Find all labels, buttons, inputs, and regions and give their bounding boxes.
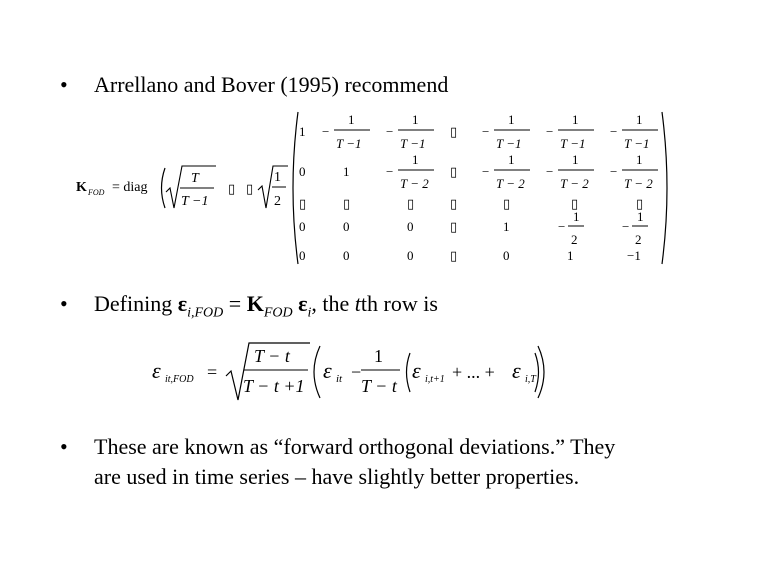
eq2-inner-paren-left xyxy=(407,353,411,392)
m-1-7-num: 1 xyxy=(636,112,643,127)
m-2-7-den: T − 2 xyxy=(624,176,653,191)
m-1-3-num: 1 xyxy=(412,112,419,127)
eq2-frac-num: 1 xyxy=(374,346,383,366)
sub-fod: FOD xyxy=(263,305,293,321)
sub-i: i xyxy=(307,305,312,321)
t-italic: t xyxy=(354,291,361,316)
m-1-2-minus: − xyxy=(322,124,330,139)
m-4-1: 0 xyxy=(299,219,306,234)
m-4-7-den: 2 xyxy=(635,232,642,247)
m-1-2-num: 1 xyxy=(348,112,355,127)
m-3-5: ▯ xyxy=(503,196,511,211)
m-1-1: 1 xyxy=(299,124,306,139)
eq2-sqrt-den: T − t +1 xyxy=(243,376,305,396)
m-3-3: ▯ xyxy=(407,196,415,211)
m-5-3: 0 xyxy=(407,248,414,263)
eq1-sqrt-den: T −1 xyxy=(181,194,209,209)
sub-ifod: i,FOD xyxy=(187,305,224,321)
m-1-7-minus: − xyxy=(610,124,618,139)
m-2-4-box: ▯ xyxy=(450,164,458,179)
eq2-eps-it-sub: it xyxy=(336,373,343,385)
m-1-6-den: T −1 xyxy=(560,136,586,151)
eq2-eps-t1: ε xyxy=(412,358,421,383)
m-1-3-den: T −1 xyxy=(400,136,426,151)
m-2-7-minus: − xyxy=(610,164,618,179)
m-3-7: ▯ xyxy=(636,196,644,211)
m-3-4: ▯ xyxy=(450,196,458,211)
m-5-7: −1 xyxy=(627,248,641,263)
m-2-3-minus: − xyxy=(386,164,394,179)
m-5-6: 1 xyxy=(567,248,574,263)
eq2-equals: = xyxy=(207,362,218,382)
mid-text: , the xyxy=(311,291,355,316)
eq2-eps-T: ε xyxy=(512,358,521,383)
k-bold: K xyxy=(246,291,264,316)
m-4-3: 0 xyxy=(407,219,414,234)
m-1-5-den: T −1 xyxy=(496,136,522,151)
bullet-dot: • xyxy=(60,434,68,459)
equals: = xyxy=(223,291,247,316)
m-2-6-num: 1 xyxy=(572,152,579,167)
m-3-2: ▯ xyxy=(343,196,351,211)
m-1-6-minus: − xyxy=(546,124,554,139)
m-1-2-den: T −1 xyxy=(336,136,362,151)
bullet-dot: • xyxy=(60,291,68,316)
m-3-1: ▯ xyxy=(299,196,307,211)
eq2-eps-T-sub: i,T xyxy=(525,374,536,385)
m-2-5-den: T − 2 xyxy=(496,176,525,191)
eq2-eps-it: ε xyxy=(323,358,332,383)
eq1-half-num: 1 xyxy=(274,170,281,185)
m-2-3-den: T − 2 xyxy=(400,176,429,191)
m-2-7-num: 1 xyxy=(636,152,643,167)
prefix: Defining xyxy=(94,291,178,316)
eq1-half-den: 2 xyxy=(274,194,281,209)
m-1-6-num: 1 xyxy=(572,112,579,127)
m-1-7-den: T −1 xyxy=(624,136,650,151)
eq2-plus-dots: + ... + xyxy=(452,362,495,382)
eq2-frac-den: T − t xyxy=(361,376,397,396)
m-4-2: 0 xyxy=(343,219,350,234)
m-4-5: 1 xyxy=(503,219,510,234)
eq2-paren-left xyxy=(314,346,320,398)
m-2-5-num: 1 xyxy=(508,152,515,167)
eq1-sqrt-num: T xyxy=(191,171,199,186)
m-4-4: ▯ xyxy=(450,219,458,234)
m-2-6-minus: − xyxy=(546,164,554,179)
eq1-lhs-k: K xyxy=(76,180,87,195)
bullet-text-line-1: These are known as “forward orthogonal deviations.” They xyxy=(94,434,616,459)
bullet-dot: • xyxy=(60,72,68,97)
bullet-text: Arrellano and Bover (1995) recommend xyxy=(94,72,449,97)
m-4-6-minus: − xyxy=(558,219,566,234)
m-2-6-den: T − 2 xyxy=(560,176,589,191)
m-2-5-minus: − xyxy=(482,164,490,179)
eq2-lhs-sub: it,FOD xyxy=(165,374,194,385)
m-2-2: 1 xyxy=(343,164,350,179)
m-2-1: 0 xyxy=(299,164,306,179)
eq2-eps-t1-sub: i,t+1 xyxy=(425,374,445,385)
m-4-7-minus: − xyxy=(622,219,630,234)
m-1-4-box: ▯ xyxy=(450,124,458,139)
m-4-6-den: 2 xyxy=(571,232,578,247)
eq1-box: ▯ xyxy=(228,181,236,196)
m-3-6: ▯ xyxy=(571,196,579,211)
eq2-minus: − xyxy=(351,362,362,382)
bullet-text-line-2: are used in time series – have slightly better properties. xyxy=(94,464,580,489)
m-5-4: ▯ xyxy=(450,248,458,263)
eq1-eq-diag: = diag xyxy=(112,180,148,195)
m-2-3-num: 1 xyxy=(412,152,419,167)
m-5-1: 0 xyxy=(299,248,306,263)
m-5-2: 0 xyxy=(343,248,350,263)
m-4-7-num: 1 xyxy=(637,209,644,224)
m-1-3-minus: − xyxy=(386,124,394,139)
eq2-sqrt-num: T − t xyxy=(254,346,290,366)
eq2-lhs-eps: ε xyxy=(152,358,161,383)
m-1-5-minus: − xyxy=(482,124,490,139)
m-1-5-num: 1 xyxy=(508,112,515,127)
epsilon: ε xyxy=(177,291,188,316)
suffix-text: th row is xyxy=(360,291,438,316)
epsilon-2: ε xyxy=(298,291,308,316)
m-5-5: 0 xyxy=(503,248,510,263)
eq1-lhs-sub: FOD xyxy=(88,188,105,197)
eq1-box2: ▯ xyxy=(246,181,254,196)
m-4-6-num: 1 xyxy=(573,209,580,224)
eq2-inner-paren-right xyxy=(535,353,539,392)
